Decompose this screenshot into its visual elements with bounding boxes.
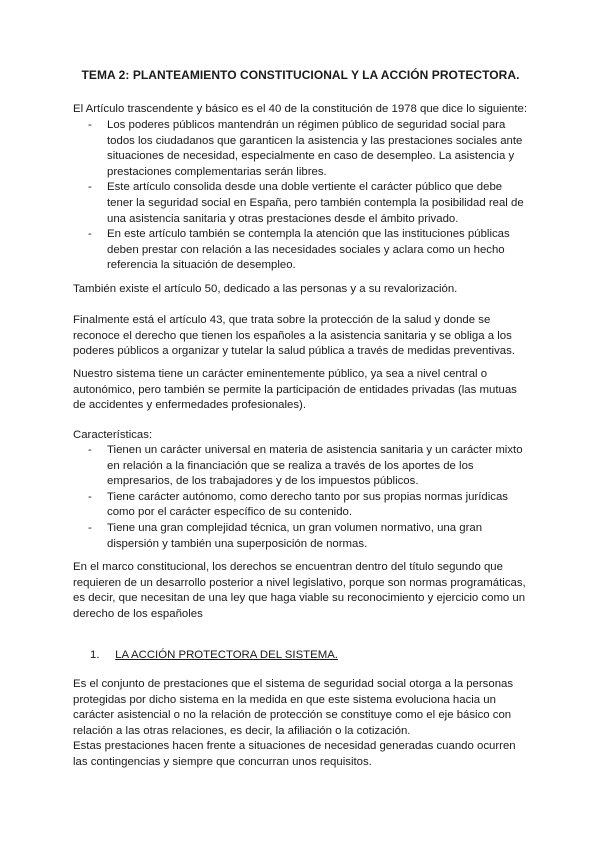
list-item: - Tienen un carácter universal en materia de asistencia sanitaria y un carácter mixto en relación a la financiación que se realiza a través de los aportes de los empresarios, de los trabajadores y de los impuestos públicos.: [73, 443, 528, 490]
section-1-heading: [73, 648, 528, 664]
list-item: - Los poderes públicos mantendrán un régimen público de seguridad social para todos los ciudadanos que garanticen la asistencia y las prestaciones sociales ante situaciones de necesidad, especialmente en caso de desempleo. La asistencia y prestaciones complementarias serán libres.: [73, 118, 528, 180]
system-paragraph: Nuestro sistema tiene un carácter eminentemente público, ya sea a nivel central o autonómico, pero también se permite la participación de entidades privadas (las mutuas de accidentes y enfermedades profesionales).: [73, 368, 517, 412]
list-item: - Tiene una gran complejidad técnica, un gran volumen normativo, una gran dispersión y también una superposición de normas.: [73, 521, 528, 552]
intro-bullet-list: [73, 118, 528, 274]
list-item: - Tiene carácter autónomo, como derecho tanto por sus propias normas jurídicas como por el carácter específico de su contenido.: [73, 490, 528, 521]
section-title: LA ACCIÓN PROTECTORA DEL SISTEMA.: [115, 649, 338, 661]
section-1-paragraph-1: Es el conjunto de prestaciones que el sistema de seguridad social otorga a la personas protegidas por dicho sistema en la medida en que este sistema evoluciona hacia un carácter asistencial o no la relación de protección se constituye como el eje básico con relación a las otras relaciones, es decir, la afiliación o la cotización.: [73, 678, 514, 737]
section-number: 1.: [90, 649, 100, 661]
characteristics-bullet-list: [73, 443, 528, 552]
intro-paragraph: El Artículo trascendente y básico es el 40 de la constitución de 1978 que dice lo siguiente:: [73, 103, 528, 115]
list-item: - Este artículo consolida desde una doble vertiente el carácter público que debe tener la seguridad social en España, pero también contempla la posibilidad real de una asistencia sanitaria y otras prestaciones desde el ámbito privado.: [73, 180, 528, 227]
article-43-paragraph: Finalmente está el artículo 43, que trata sobre la protección de la salud y donde se reconoce el derecho que tienen los españoles a la asistencia sanitaria y se obliga a los poderes públicos a organizar y tutelar la salud pública a través de medidas preventivas.: [73, 314, 515, 358]
document-title: TEMA 2: PLANTEAMIENTO CONSTITUCIONAL Y LA ACCIÓN PROTECTORA.: [81, 68, 520, 82]
list-item: - En este artículo también se contempla la atención que las instituciones públicas deben prestar con relación a las necesidades sociales y aclara como un hecho referencia la situación de desempleo.: [73, 227, 528, 274]
section-1-paragraph-2: Estas prestaciones hacen frente a situaciones de necesidad generadas cuando ocurren las contingencias y siempre que concurran unos requisitos.: [73, 740, 516, 768]
characteristics-label: Características:: [73, 429, 153, 441]
article-50-paragraph: También existe el artículo 50, dedicado a las personas y a su revalorización.: [73, 283, 458, 295]
framework-paragraph: En el marco constitucional, los derechos se encuentran dentro del título segundo que requieren de un desarrollo posterior a nivel legislativo, porque son normas programáticas, es decir, que necesitan de una ley que haga viable su reconocimiento y ejercicio como un derecho de los españoles: [73, 561, 526, 620]
